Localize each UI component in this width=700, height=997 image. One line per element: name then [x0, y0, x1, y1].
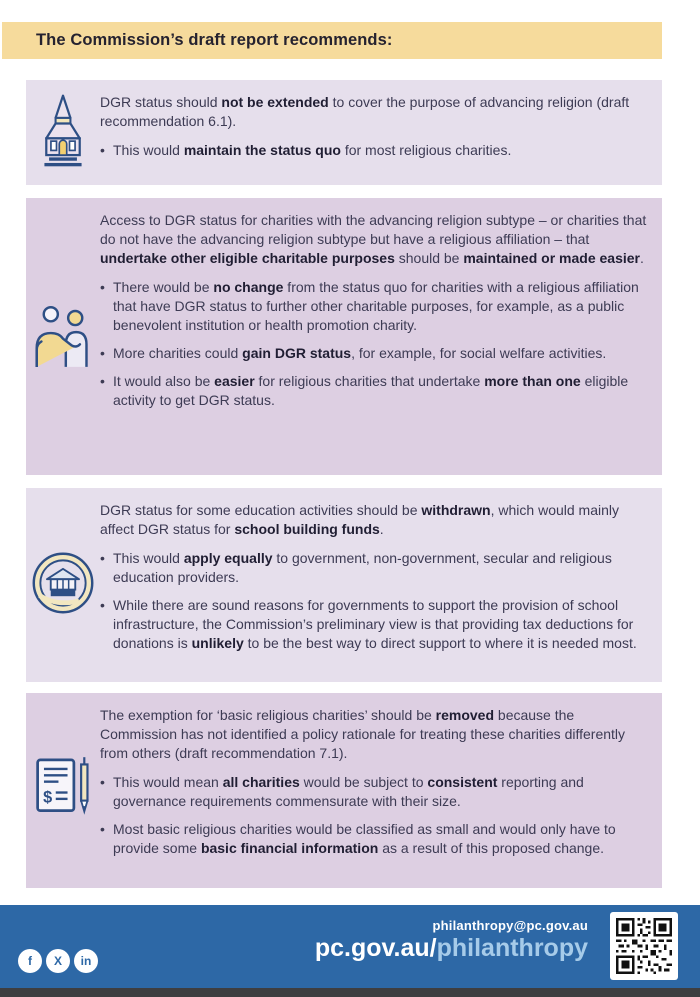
card4-icon-column [26, 705, 100, 876]
card2-intro: Access to DGR status for charities with the advancing religion subtype – or charities that do not have the advancing religion subtype but have a religious affiliation – that undertake other eligible charitable purposes should be maintained or made easier. [100, 212, 647, 267]
x-icon[interactable]: X [46, 949, 70, 973]
bullet-marker: • [100, 550, 105, 567]
website-url[interactable] [315, 935, 588, 963]
card3-bullet-2 [100, 596, 648, 653]
school-emblem-icon [30, 550, 96, 621]
bullet-marker: • [100, 345, 105, 362]
card4-bullet-2-text: Most basic religious charities would be classified as small and would only have to provide some basic financial information as a result of this proposed change. [113, 821, 616, 857]
social-links [18, 949, 98, 973]
bullet-marker: • [100, 373, 105, 390]
bullet-marker: • [100, 774, 105, 791]
card4-text [100, 705, 648, 876]
contact-block [315, 918, 588, 963]
qr-code[interactable] [610, 912, 678, 980]
card3-intro: DGR status for some education activities should be withdrawn, which would mainly affect DGR status for school building funds. [100, 502, 620, 538]
card1-bullet-1 [100, 141, 648, 160]
card1-text [100, 92, 648, 173]
church-icon [37, 92, 89, 173]
bullet-marker: • [100, 821, 105, 838]
card1-icon-column [26, 92, 100, 173]
recommendation-card-education [26, 488, 662, 682]
card1-bullet-1-text: This would maintain the status quo for most religious charities. [113, 142, 512, 159]
card3-bullet-1-text: This would apply equally to government, non-government, secular and religious education providers. [113, 550, 612, 586]
card3-bullet-1 [100, 549, 648, 587]
facebook-icon[interactable]: f [18, 949, 42, 973]
bullet-marker: • [100, 279, 105, 296]
url-prefix: pc.gov.au/ [314, 934, 437, 962]
card2-bullet-2 [100, 344, 648, 363]
svg-text:$: $ [43, 788, 53, 807]
recommendation-cards [26, 80, 662, 901]
contact-email[interactable]: philanthropy@pc.gov.au [432, 918, 588, 933]
bullet-marker: • [100, 142, 105, 159]
recommendation-card-dgr-access [26, 198, 662, 475]
card1-intro: DGR status should not be extended to cover the purpose of advancing religion (draft recommendation 6.1). [100, 94, 630, 130]
card4-intro: The exemption for ‘basic religious charities’ should be removed because the Commission has not identified a policy rationale for treating these charities differently from others (draft recommendation 7.1). [100, 707, 626, 762]
bullet-marker: • [100, 597, 105, 614]
page-title: The Commission’s draft report recommends: [36, 31, 393, 49]
card2-text [100, 210, 648, 463]
card3-text [100, 500, 648, 670]
card3-bullet-2-text: While there are sound reasons for governments to support the provision of school infrastructure, the Commission’s preliminary view is that providing tax deductions for donations is unlikely to be the best way to direct support to where it is needed most. [113, 597, 637, 652]
recommendation-card-dgr-religion [26, 80, 662, 185]
card2-bullet-3-text: It would also be easier for religious charities that undertake more than one eligible activity to get DGR status. [113, 373, 629, 409]
card4-bullet-1 [100, 773, 648, 811]
people-embrace-icon [32, 301, 94, 372]
bottom-edge-strip [0, 988, 700, 997]
footer-bar [0, 905, 700, 988]
card3-icon-column [26, 500, 100, 670]
card2-bullet-1-text: There would be no change from the status quo for charities with a religious affiliation that have DGR status to further other charitable purposes, for example, as a public benevolent institution or health promotion charity. [113, 279, 639, 334]
url-suffix: philanthropy [436, 934, 588, 962]
card2-bullet-2-text: More charities could gain DGR status, for example, for social welfare activities. [113, 345, 607, 362]
linkedin-icon[interactable]: in [74, 949, 98, 973]
card2-bullet-3 [100, 372, 648, 410]
header-banner [2, 22, 662, 59]
financial-report-icon [34, 753, 92, 828]
recommendation-card-basic-religious [26, 693, 662, 888]
card2-icon-column [26, 210, 100, 463]
card4-bullet-1-text: This would mean all charities would be subject to consistent reporting and governance requirements commensurate with their size. [113, 774, 584, 810]
card4-bullet-2 [100, 820, 648, 858]
card2-bullet-1 [100, 278, 648, 335]
